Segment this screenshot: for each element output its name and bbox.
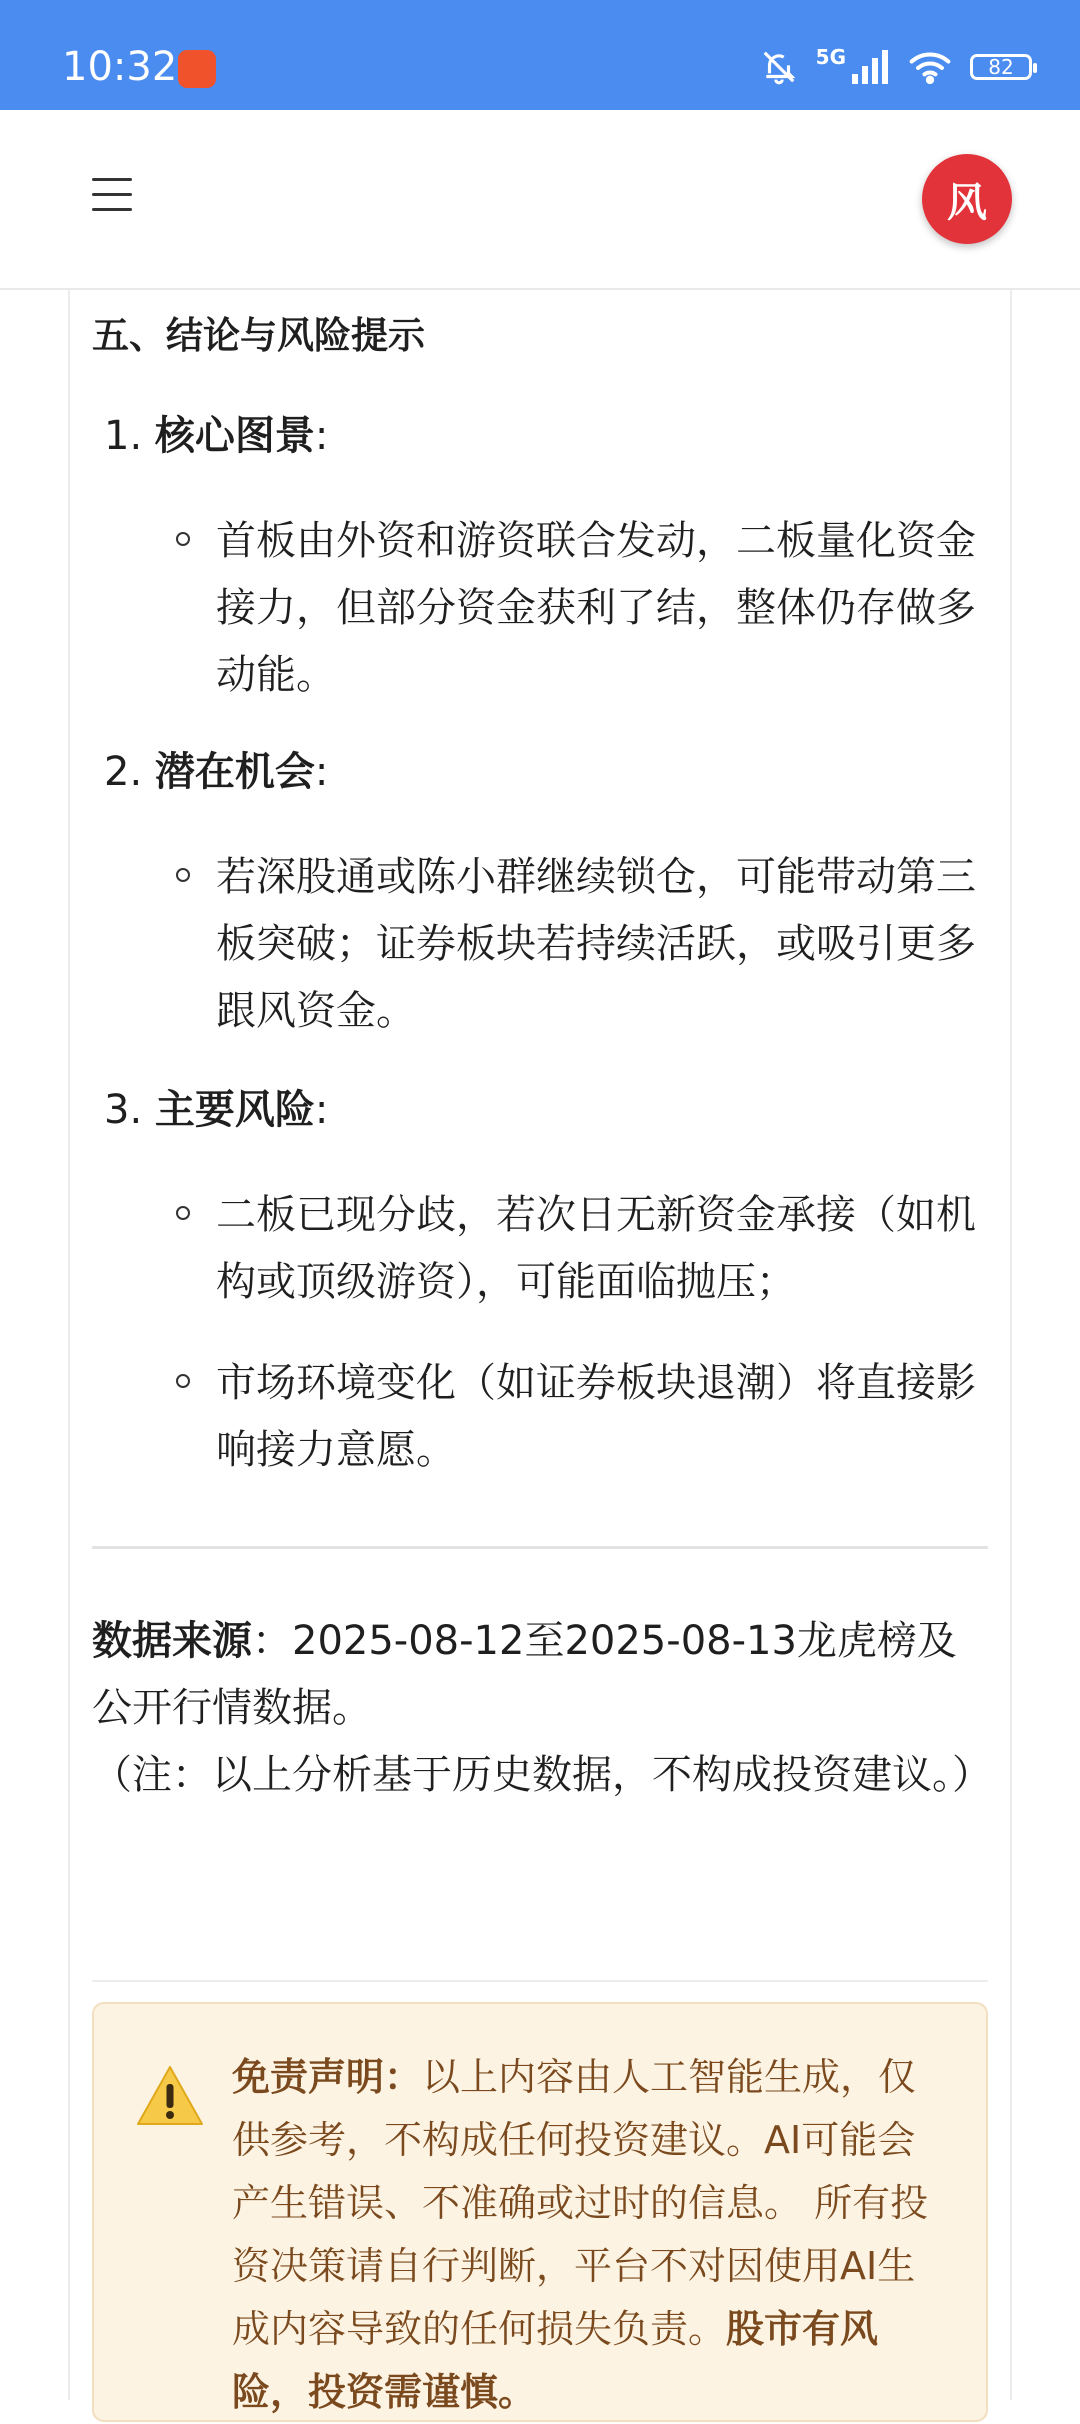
item-title: 主要风险	[154, 1087, 315, 1133]
source-text: ：2025-08-12至2025-08-13龙虎榜及公开行情数据。	[92, 1618, 957, 1731]
bullet-circle-icon	[176, 1206, 190, 1220]
divider	[92, 1546, 988, 1549]
list-item-2: 2. 潜在机会:	[104, 749, 329, 795]
disclaimer-emphasis: 股市有风险，投资需谨慎。	[232, 2307, 879, 2414]
avatar[interactable]: 风	[922, 154, 1012, 244]
warning-icon	[136, 2064, 204, 2128]
list-item-1: 1. 核心图景:	[104, 413, 329, 459]
network-type: 5G	[815, 45, 846, 69]
signal-icon	[850, 50, 890, 84]
status-bar	[0, 0, 1080, 110]
disclaimer-note: （注：以上分析基于历史数据，不构成投资建议。）	[92, 1752, 992, 1798]
status-icons	[760, 44, 1032, 90]
app-header	[0, 110, 1080, 290]
battery-indicator: 82	[970, 54, 1032, 80]
bullet-circle-icon	[176, 868, 190, 882]
item-title: 潜在机会	[154, 749, 315, 795]
list-item-3: 3. 主要风险:	[104, 1087, 329, 1133]
status-time: 10:32	[62, 44, 178, 90]
bullet-text: 二板已现分歧，若次日无新资金承接（如机构或顶级游资），可能面临抛压；	[216, 1192, 976, 1305]
item-title: 核心图景	[154, 413, 315, 459]
bullet-text: 若深股通或陈小群继续锁仓，可能带动第三板突破；证券板块若持续活跃，或吸引更多跟风资金。	[216, 854, 976, 1034]
section-heading: 五、结论与风险提示	[92, 314, 425, 357]
bullet-text: 市场环境变化（如证券板块退潮）将直接影响接力意愿。	[216, 1360, 976, 1473]
mute-bell-icon	[760, 48, 798, 86]
app-notification-icon	[178, 50, 216, 88]
item-number: 2.	[104, 749, 143, 795]
bullet-text: 首板由外资和游资联合发动，二板量化资金接力，但部分资金获利了结，整体仍存做多动能。	[216, 518, 976, 698]
item-number: 1.	[104, 413, 143, 459]
disclaimer-title: 免责声明：	[232, 2055, 423, 2099]
wifi-icon	[908, 50, 952, 84]
data-source	[92, 1608, 992, 1809]
bullet-circle-icon	[176, 1374, 190, 1388]
hamburger-menu-icon[interactable]	[92, 178, 132, 218]
divider	[92, 1980, 988, 1982]
item-number: 3.	[104, 1087, 143, 1133]
disclaimer-text	[232, 2046, 942, 2424]
disclaimer-box	[92, 2002, 988, 2422]
disclaimer-body: 以上内容由人工智能生成，仅供参考，不构成任何投资建议。AI可能会产生错误、不准确或过时的信息。 所有投资决策请自行判断，平台不对因使用AI生成内容导致的任何损失负责。	[232, 2055, 929, 2351]
source-label: 数据来源	[92, 1618, 252, 1664]
bullet-circle-icon	[176, 532, 190, 546]
